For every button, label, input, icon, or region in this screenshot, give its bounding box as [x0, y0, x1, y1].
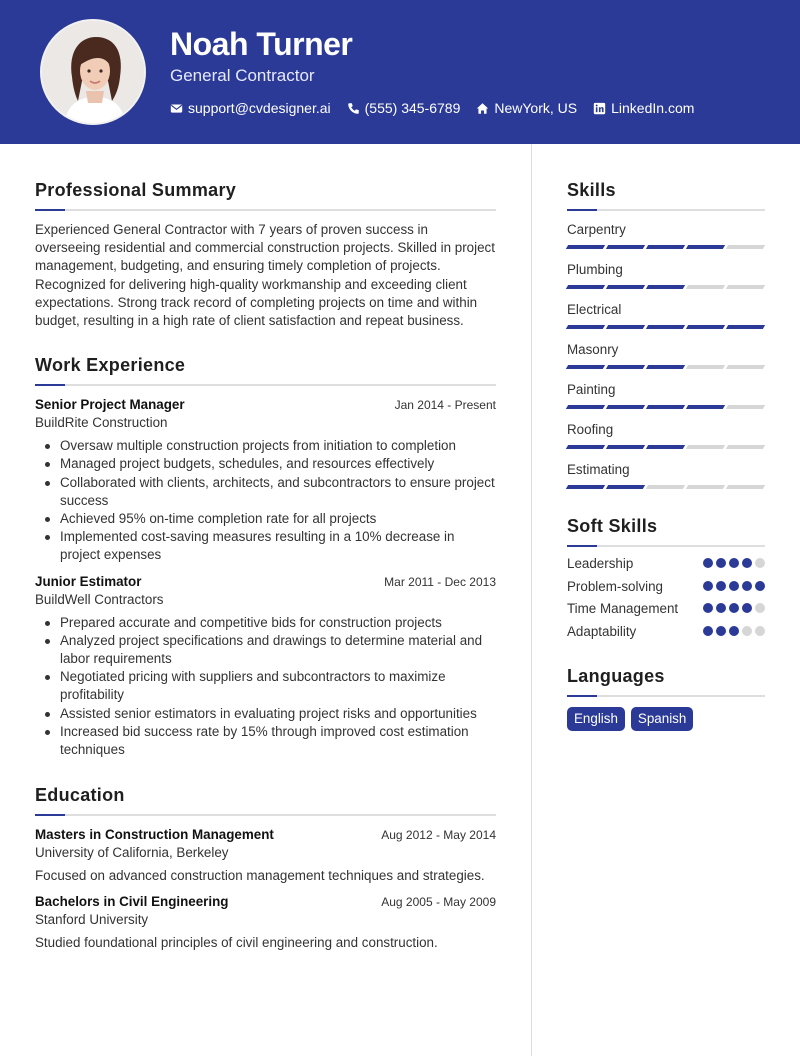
degree-title: Bachelors in Civil Engineering: [35, 894, 229, 910]
job-company: BuildWell Contractors: [35, 591, 164, 607]
skill-name: Roofing: [567, 422, 614, 437]
skill-name: Carpentry: [567, 222, 626, 237]
home-icon: [476, 102, 489, 115]
skill-level-segment: [566, 365, 605, 369]
skill-level-segment: [566, 325, 605, 329]
soft-skill-item: [567, 577, 765, 597]
contact-phone-text: (555) 345-6789: [364, 100, 461, 116]
skill-level-segment: [726, 405, 765, 409]
education-section: [35, 784, 496, 952]
rating-dot: [742, 603, 752, 613]
skill-level-segment: [686, 485, 725, 489]
skill-level-segment: [646, 245, 685, 249]
job-entry: [35, 573, 496, 760]
list-item: Implemented cost-saving measures resulting in a 10% decrease in project expenses: [35, 528, 496, 564]
job-company: BuildRite Construction: [35, 415, 168, 431]
main-column: [35, 144, 496, 953]
contact-email[interactable]: [170, 99, 331, 117]
rating-dot: [716, 603, 726, 613]
rating-dot: [755, 581, 765, 591]
rating-dot: [716, 558, 726, 568]
skill-level-segment: [646, 485, 685, 489]
summary-text: Experienced General Contractor with 7 years of proven success in overseeing residential and commercial construction projects. Skilled in project management, budgeting, and ensuring timely completion of projects. Recognized for delivering high-quality workmanship and exceeding client expectations. Strong track record of completing projects on time and within budget, resulting in a high rate of client satisfaction and repeat business.: [35, 222, 495, 329]
soft-skill-rating: [703, 603, 765, 613]
job-role: Senior Project Manager: [35, 397, 185, 413]
column-divider: [531, 144, 532, 1056]
soft-skill-rating: [703, 581, 765, 591]
skill-level-segment: [686, 285, 725, 289]
job-dates: Mar 2011 - Dec 2013: [384, 574, 496, 589]
skill-level-bar: [567, 325, 765, 329]
soft-skill-rating: [703, 626, 765, 636]
phone-icon: [347, 102, 360, 115]
school-name: University of California, Berkeley: [35, 845, 229, 861]
rating-dot: [755, 626, 765, 636]
soft-skill-name: Leadership: [567, 556, 634, 571]
language-badge: Spanish: [631, 707, 693, 731]
contact-location: [476, 99, 577, 117]
soft-skill-item: [567, 622, 765, 642]
skill-level-segment: [646, 445, 685, 449]
skills-heading-rule: [567, 209, 765, 211]
skill-item: [567, 261, 765, 289]
linkedin-icon: [593, 102, 606, 115]
envelope-icon: [170, 102, 183, 115]
skill-level-segment: [566, 245, 605, 249]
soft-skill-rating: [703, 558, 765, 568]
skill-level-segment: [686, 405, 725, 409]
languages-section: [567, 665, 765, 731]
skill-name: Estimating: [567, 462, 630, 477]
rating-dot: [729, 626, 739, 636]
soft-skill-item: [567, 554, 765, 574]
degree-dates: Aug 2012 - May 2014: [381, 828, 496, 843]
soft-skill-name: Problem-solving: [567, 578, 664, 594]
summary-heading-rule: [35, 209, 496, 211]
skill-level-segment: [566, 285, 605, 289]
skill-name: Electrical: [567, 302, 622, 317]
soft-skills-heading-rule: [567, 545, 765, 547]
rating-dot: [742, 626, 752, 636]
experience-heading: Work Experience: [35, 355, 186, 376]
education-heading-rule: [35, 814, 496, 816]
soft-skill-name: Adaptability: [567, 623, 637, 639]
list-item: Managed project budgets, schedules, and resources effectively: [35, 455, 496, 473]
skills-list: [567, 221, 765, 489]
candidate-name: Noah Turner: [170, 26, 353, 62]
contact-linkedin[interactable]: [593, 99, 694, 117]
side-column: [567, 144, 765, 731]
rating-dot: [729, 603, 739, 613]
skill-level-segment: [726, 245, 765, 249]
skill-name: Plumbing: [567, 262, 623, 277]
skill-level-bar: [567, 365, 765, 369]
skill-level-segment: [606, 285, 645, 289]
job-entry: [35, 396, 496, 564]
skill-level-segment: [686, 245, 725, 249]
skill-level-segment: [606, 325, 645, 329]
skill-level-bar: [567, 485, 765, 489]
skill-level-segment: [606, 485, 645, 489]
skill-level-segment: [726, 365, 765, 369]
skill-level-bar: [567, 405, 765, 409]
skill-item: [567, 461, 765, 489]
list-item: Collaborated with clients, architects, and subcontractors to ensure project success: [35, 474, 496, 510]
contact-phone[interactable]: [347, 99, 461, 117]
list-item: Prepared accurate and competitive bids for construction projects: [35, 614, 496, 632]
soft-skills-list: [567, 554, 765, 641]
skill-level-segment: [606, 405, 645, 409]
degree-description: Focused on advanced construction management techniques and strategies.: [35, 868, 485, 884]
skill-level-segment: [606, 365, 645, 369]
rating-dot: [703, 603, 713, 613]
skill-level-segment: [566, 485, 605, 489]
rating-dot: [729, 581, 739, 591]
contact-email-text: support@cvdesigner.ai: [188, 100, 331, 116]
list-item: Increased bid success rate by 15% through improved cost estimation techniques: [35, 723, 496, 759]
skill-level-segment: [566, 445, 605, 449]
skill-level-segment: [646, 365, 685, 369]
skill-level-segment: [646, 325, 685, 329]
profile-photo-illustration: [42, 21, 146, 125]
profile-photo: [40, 19, 146, 125]
soft-skill-name: Time Management: [567, 601, 679, 616]
experience-section: [35, 354, 496, 759]
list-item: Analyzed project specifications and drawings to determine material and labor requirements: [35, 632, 496, 668]
soft-skills-heading: Soft Skills: [567, 516, 658, 536]
education-heading: Education: [35, 785, 125, 806]
skill-level-segment: [726, 325, 765, 329]
skill-level-bar: [567, 445, 765, 449]
list-item: Assisted senior estimators in evaluating project risks and opportunities: [35, 705, 496, 723]
skill-item: [567, 301, 765, 329]
languages-list: [567, 707, 765, 731]
skill-level-segment: [606, 245, 645, 249]
job-bullets: [35, 614, 496, 760]
skill-name: Painting: [567, 382, 616, 397]
skill-level-bar: [567, 245, 765, 249]
languages-heading: Languages: [567, 666, 665, 686]
education-entry: [35, 893, 496, 952]
languages-heading-rule: [567, 695, 765, 697]
degree-title: Masters in Construction Management: [35, 827, 274, 843]
rating-dot: [703, 558, 713, 568]
resume-header: [0, 0, 800, 144]
skills-heading: Skills: [567, 180, 616, 200]
skill-level-segment: [686, 365, 725, 369]
skill-item: [567, 421, 765, 449]
skill-level-segment: [566, 405, 605, 409]
list-item: Negotiated pricing with suppliers and subcontractors to maximize profitability: [35, 668, 496, 704]
skill-name: Masonry: [567, 342, 619, 357]
rating-dot: [716, 581, 726, 591]
skill-level-segment: [686, 325, 725, 329]
rating-dot: [716, 626, 726, 636]
rating-dot: [755, 558, 765, 568]
experience-heading-rule: [35, 384, 496, 386]
skill-item: [567, 221, 765, 249]
list-item: Oversaw multiple construction projects from initiation to completion: [35, 437, 496, 455]
skill-item: [567, 341, 765, 369]
skill-level-segment: [646, 285, 685, 289]
summary-section: [35, 179, 496, 330]
candidate-title: General Contractor: [170, 66, 315, 85]
job-dates: Jan 2014 - Present: [394, 398, 496, 413]
contact-list: [170, 99, 694, 117]
school-name: Stanford University: [35, 912, 149, 928]
list-item: Achieved 95% on-time completion rate for all projects: [35, 510, 496, 528]
skill-item: [567, 381, 765, 409]
degree-dates: Aug 2005 - May 2009: [381, 895, 496, 910]
skill-level-bar: [567, 285, 765, 289]
skill-level-segment: [726, 485, 765, 489]
degree-description: Studied foundational principles of civil engineering and construction.: [35, 935, 438, 951]
soft-skill-item: [567, 599, 765, 619]
soft-skills-section: [567, 515, 765, 641]
language-badge: English: [567, 707, 625, 731]
summary-heading: Professional Summary: [35, 180, 237, 200]
rating-dot: [755, 603, 765, 613]
job-role: Junior Estimator: [35, 573, 142, 589]
contact-linkedin-text: LinkedIn.com: [611, 100, 695, 116]
skill-level-segment: [686, 445, 725, 449]
skill-level-segment: [726, 445, 765, 449]
rating-dot: [729, 558, 739, 568]
skills-section: [567, 179, 765, 489]
skill-level-segment: [606, 445, 645, 449]
rating-dot: [703, 626, 713, 636]
rating-dot: [742, 581, 752, 591]
rating-dot: [742, 558, 752, 568]
job-bullets: [35, 437, 496, 564]
skill-level-segment: [646, 405, 685, 409]
skill-level-segment: [726, 285, 765, 289]
education-entry: [35, 826, 496, 885]
contact-location-text: NewYork, US: [494, 100, 578, 116]
rating-dot: [703, 581, 713, 591]
